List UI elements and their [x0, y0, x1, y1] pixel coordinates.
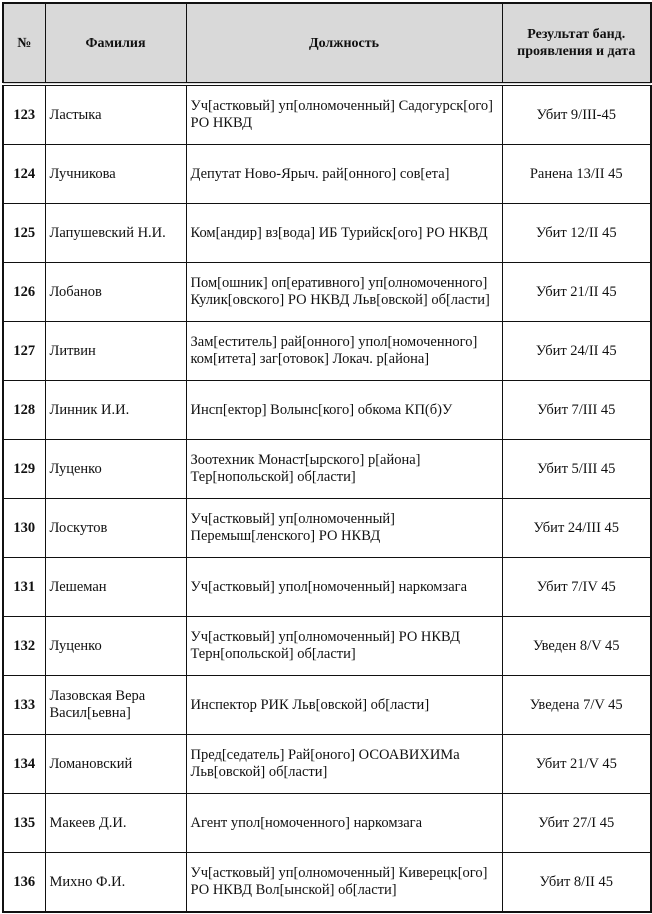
- row-num: 125: [3, 204, 45, 263]
- row-position: Зоотехник Монаст[ырского] р[айона] Тер[нопольской] об[ласти]: [186, 440, 502, 499]
- row-result: Ранена 13/II 45: [502, 145, 651, 204]
- row-position: Агент упол[номоченного] наркомзага: [186, 794, 502, 853]
- row-num: 126: [3, 263, 45, 322]
- row-num: 136: [3, 853, 45, 913]
- table-row: [3, 676, 651, 735]
- row-result: Убит 12/II 45: [502, 204, 651, 263]
- row-num: 132: [3, 617, 45, 676]
- row-surname: Лешеман: [45, 558, 186, 617]
- row-position: Пред[седатель] Рай[оного] ОСОАВИХИМа Льв[овской] об[ласти]: [186, 735, 502, 794]
- row-position: Депутат Ново-Ярыч. рай[онного] сов[ета]: [186, 145, 502, 204]
- row-surname: Литвин: [45, 322, 186, 381]
- row-surname: Луценко: [45, 440, 186, 499]
- row-result: Убит 7/IV 45: [502, 558, 651, 617]
- row-surname: Лазовская Вера Васил[ьевна]: [45, 676, 186, 735]
- table-row: [3, 84, 651, 145]
- row-result: Убит 24/II 45: [502, 322, 651, 381]
- row-num: 128: [3, 381, 45, 440]
- row-surname: Ломановский: [45, 735, 186, 794]
- row-num: 123: [3, 84, 45, 145]
- table-row: [3, 145, 651, 204]
- row-position: Уч[астковый] уп[олномоченный] Перемыш[ленского] РО НКВД: [186, 499, 502, 558]
- row-surname: Лоскутов: [45, 499, 186, 558]
- row-position: Уч[астковый] уп[олномоченный] Садогурск[ого] РО НКВД: [186, 84, 502, 145]
- row-num: 124: [3, 145, 45, 204]
- row-surname: Макеев Д.И.: [45, 794, 186, 853]
- row-position: Уч[астковый] уп[олномоченный] Киверецк[ого] РО НКВД Вол[ынской] об[ласти]: [186, 853, 502, 913]
- row-position: Инспектор РИК Льв[овской] об[ласти]: [186, 676, 502, 735]
- table-row: [3, 204, 651, 263]
- table-row: [3, 499, 651, 558]
- row-num: 127: [3, 322, 45, 381]
- row-num: 134: [3, 735, 45, 794]
- table-body: [3, 84, 651, 912]
- row-num: 129: [3, 440, 45, 499]
- row-surname: Лобанов: [45, 263, 186, 322]
- table-row: [3, 440, 651, 499]
- row-surname: Луценко: [45, 617, 186, 676]
- row-result: Убит 7/III 45: [502, 381, 651, 440]
- row-num: 133: [3, 676, 45, 735]
- header-result: Результат банд. проявления и дата: [502, 3, 651, 84]
- row-result: Уведен 8/V 45: [502, 617, 651, 676]
- row-position: Пом[ошник] оп[еративного] уп[олномоченного] Кулик[овского] РО НКВД Льв[овской] об[ласти]: [186, 263, 502, 322]
- row-surname: Ластыка: [45, 84, 186, 145]
- row-position: Зам[еститель] рай[онного] упол[номоченного] ком[итета] заг[отовок] Локач. р[айона]: [186, 322, 502, 381]
- row-result: Убит 27/I 45: [502, 794, 651, 853]
- table-row: [3, 735, 651, 794]
- row-position: Уч[астковый] упол[номоченный] наркомзага: [186, 558, 502, 617]
- table-row: [3, 558, 651, 617]
- row-surname: Линник И.И.: [45, 381, 186, 440]
- row-result: Убит 9/III-45: [502, 84, 651, 145]
- row-position: Уч[астковый] уп[олномоченный] РО НКВД Терн[опольской] об[ласти]: [186, 617, 502, 676]
- header-position: Должность: [186, 3, 502, 84]
- header-num: №: [3, 3, 45, 84]
- row-result: Уведена 7/V 45: [502, 676, 651, 735]
- row-result: Убит 5/III 45: [502, 440, 651, 499]
- row-num: 135: [3, 794, 45, 853]
- table-row: [3, 853, 651, 913]
- row-position: Ком[андир] вз[вода] ИБ Турийск[ого] РО НКВД: [186, 204, 502, 263]
- row-result: Убит 21/II 45: [502, 263, 651, 322]
- header-surname: Фамилия: [45, 3, 186, 84]
- row-surname: Михно Ф.И.: [45, 853, 186, 913]
- row-num: 130: [3, 499, 45, 558]
- table-row: [3, 381, 651, 440]
- header-row: [3, 3, 651, 84]
- table-row: [3, 263, 651, 322]
- data-table: [2, 2, 652, 913]
- table-row: [3, 617, 651, 676]
- row-result: Убит 8/II 45: [502, 853, 651, 913]
- table-row: [3, 794, 651, 853]
- row-surname: Лапушевский Н.И.: [45, 204, 186, 263]
- row-result: Убит 24/III 45: [502, 499, 651, 558]
- row-result: Убит 21/V 45: [502, 735, 651, 794]
- row-num: 131: [3, 558, 45, 617]
- table-row: [3, 322, 651, 381]
- row-position: Инсп[ектор] Волынс[кого] обкома КП(б)У: [186, 381, 502, 440]
- row-surname: Лучникова: [45, 145, 186, 204]
